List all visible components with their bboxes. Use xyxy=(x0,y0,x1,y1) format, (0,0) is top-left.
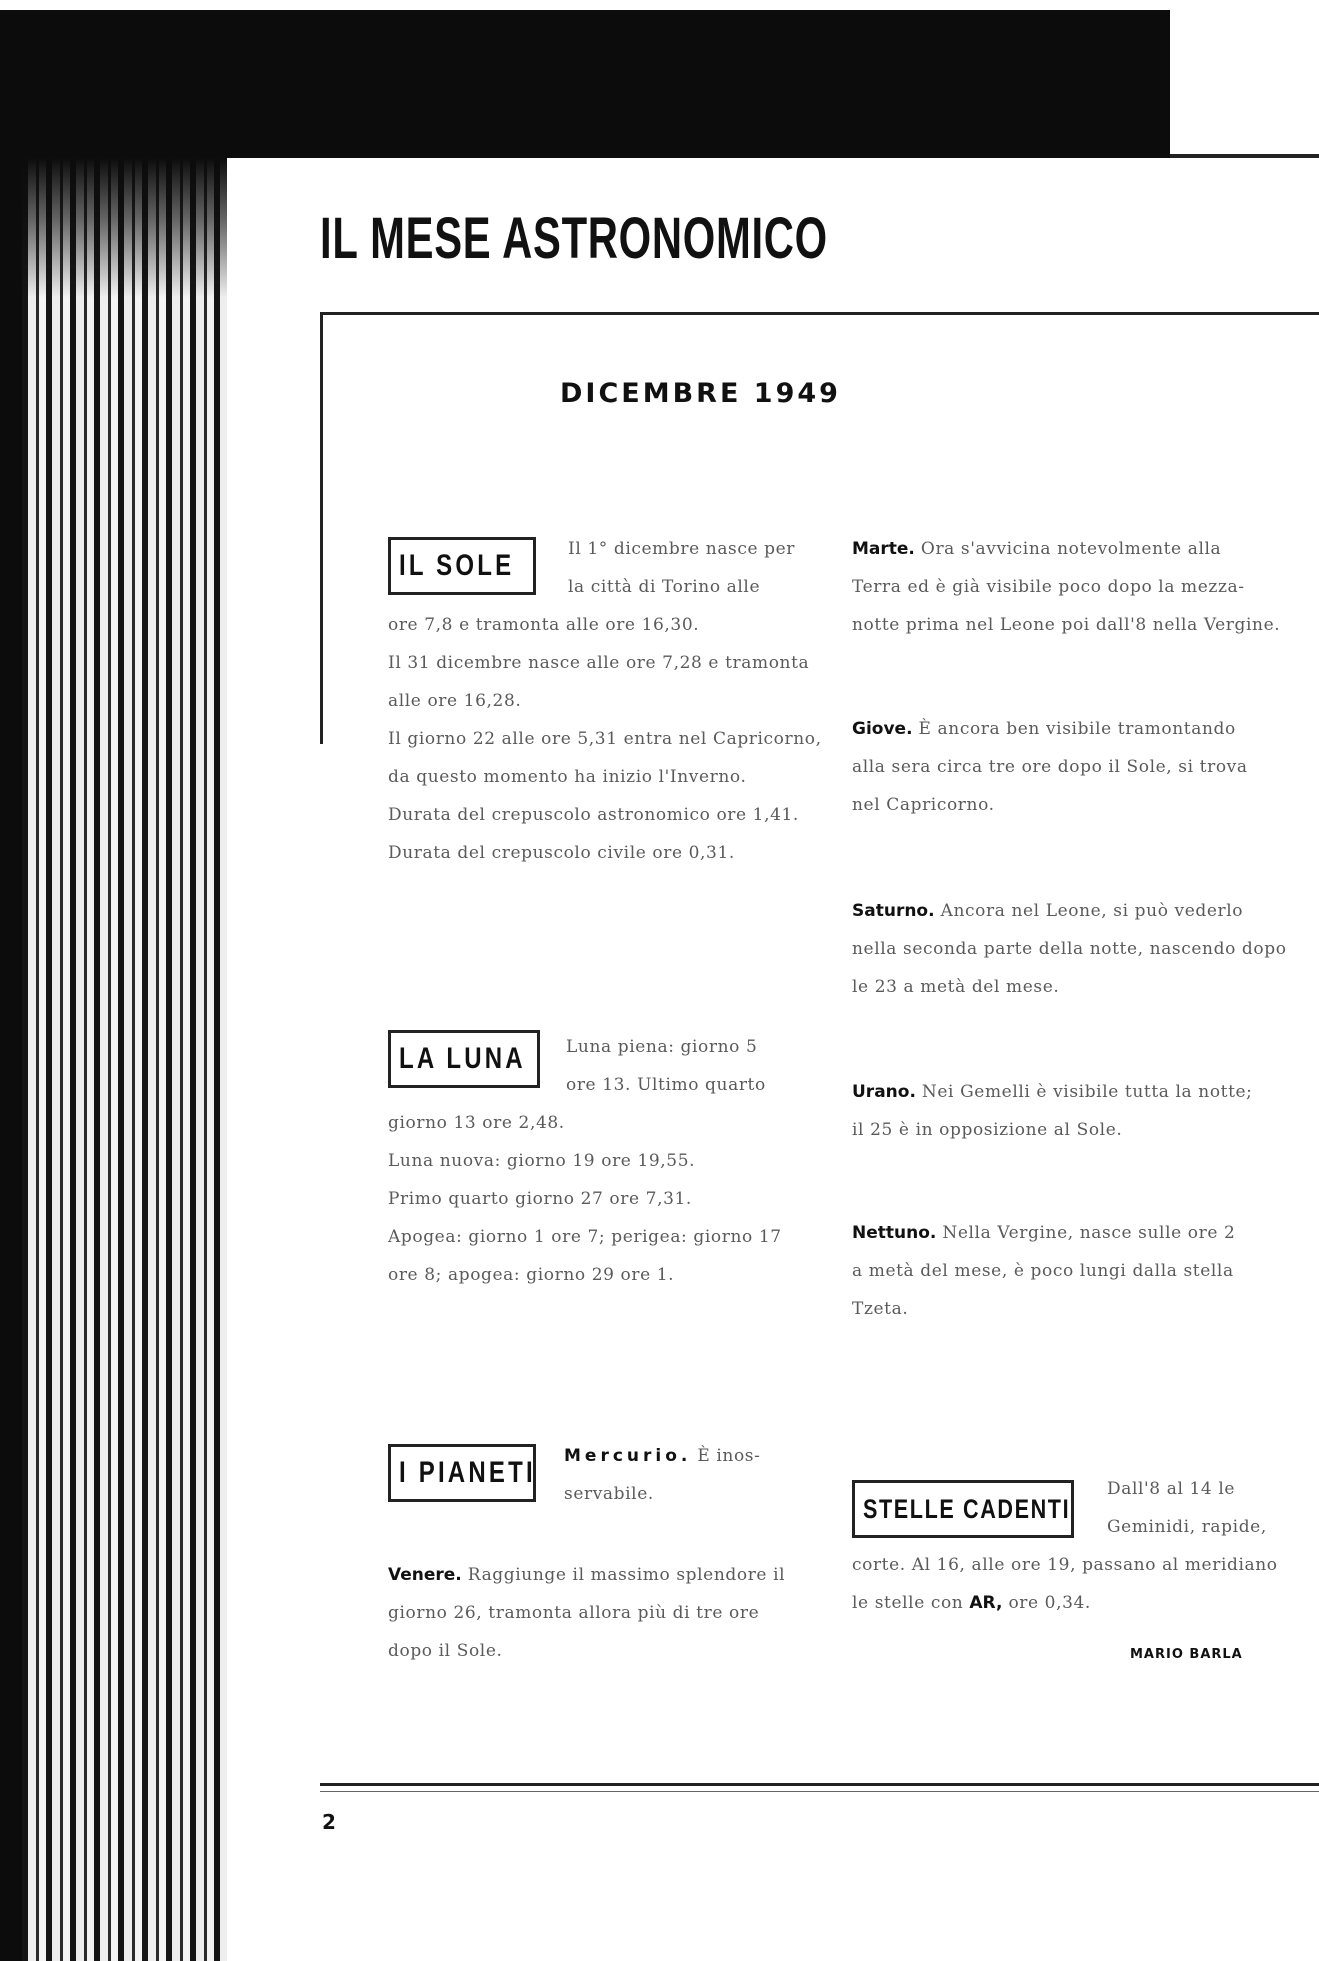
sole-line: Il 31 dicembre nasce alle ore 7,28 e tramonta xyxy=(388,653,810,673)
title-rule xyxy=(320,312,1319,315)
pianeti-label-box xyxy=(388,1444,536,1502)
luna-line: Apogea: giorno 1 ore 7; perigea: giorno 17 xyxy=(388,1227,782,1247)
stacked-page-edges-shadow xyxy=(22,158,227,298)
luna-label: LA LUNA xyxy=(399,1042,526,1075)
urano-name: Urano. xyxy=(852,1082,916,1102)
sole-line: da questo momento ha inizio l'Inverno. xyxy=(388,767,747,787)
stacked-page-edges xyxy=(22,158,227,1961)
marte-name: Marte. xyxy=(852,539,915,559)
sole-label: IL SOLE xyxy=(399,549,515,582)
left-rule xyxy=(320,314,323,744)
sole-line: Il 1° dicembre nasce per xyxy=(568,539,796,559)
scan-dark-top-edge xyxy=(0,10,1170,158)
stelle-line: Geminidi, rapide, xyxy=(1107,1517,1267,1537)
page-number: 2 xyxy=(322,1810,336,1834)
luna-label-box xyxy=(388,1030,540,1088)
saturno-line: Ancora nel Leone, si può vederlo xyxy=(940,901,1244,921)
venere-line: Raggiunge il massimo splendore il xyxy=(467,1565,786,1585)
urano-entry xyxy=(852,1073,1262,1149)
giove-line: È ancora ben visibile tramontando xyxy=(918,719,1236,739)
nettuno-line: Nella Vergine, nasce sulle ore 2 xyxy=(942,1223,1236,1243)
giove-name: Giove. xyxy=(852,719,913,739)
month-heading: DICEMBRE 1949 xyxy=(560,378,841,409)
venere-line: dopo il Sole. xyxy=(388,1641,503,1661)
giove-line: alla sera circa tre ore dopo il Sole, si trova xyxy=(852,757,1248,777)
sole-line: Durata del crepuscolo civile ore 0,31. xyxy=(388,843,735,863)
mercurio-entry xyxy=(564,1437,804,1513)
mercurio-line: È inos- xyxy=(697,1446,761,1466)
nettuno-line: a metà del mese, è poco lungi dalla stella xyxy=(852,1261,1234,1281)
venere-name: Venere. xyxy=(388,1565,462,1585)
bottom-rule xyxy=(320,1783,1319,1786)
marte-line: Ora s'avvicina notevolmente alla xyxy=(920,539,1222,559)
pianeti-label: I PIANETI xyxy=(399,1456,536,1489)
luna-line: Luna nuova: giorno 19 ore 19,55. xyxy=(388,1151,696,1171)
saturno-line: nella seconda parte della notte, nascendo dopo xyxy=(852,939,1287,959)
stelle-label: STELLE CADENTI xyxy=(863,1493,1071,1524)
sole-line: Durata del crepuscolo astronomico ore 1,41. xyxy=(388,805,799,825)
stelle-line: Dall'8 al 14 le xyxy=(1107,1479,1236,1499)
author-signature: MARIO BARLA xyxy=(1130,1647,1243,1662)
marte-line: Terra ed è già visibile poco dopo la mezza- xyxy=(852,577,1245,597)
giove-entry xyxy=(852,710,1262,824)
luna-line: Luna piena: giorno 5 xyxy=(566,1037,758,1057)
saturno-entry xyxy=(852,892,1287,1006)
luna-line: ore 13. Ultimo quarto xyxy=(566,1075,766,1095)
stelle-line: le stelle con xyxy=(852,1593,964,1613)
urano-line: il 25 è in opposizione al Sole. xyxy=(852,1120,1123,1140)
mercurio-name: Mercurio. xyxy=(564,1446,692,1466)
mercurio-line: servabile. xyxy=(564,1484,654,1504)
nettuno-entry xyxy=(852,1214,1262,1328)
luna-line: ore 8; apogea: giorno 29 ore 1. xyxy=(388,1265,675,1285)
scan-dark-left-edge xyxy=(0,10,22,1961)
nettuno-line: Tzeta. xyxy=(852,1299,909,1319)
marte-line: notte prima nel Leone poi dall'8 nella Vergine. xyxy=(852,615,1281,635)
marte-entry xyxy=(852,530,1281,644)
luna-line: giorno 13 ore 2,48. xyxy=(388,1113,565,1133)
sole-line: la città di Torino alle xyxy=(568,577,761,597)
stelle-label-box xyxy=(852,1480,1074,1538)
luna-line: Primo quarto giorno 27 ore 7,31. xyxy=(388,1189,692,1209)
giove-line: nel Capricorno. xyxy=(852,795,995,815)
saturno-line: le 23 a metà del mese. xyxy=(852,977,1060,997)
venere-entry xyxy=(388,1556,800,1670)
urano-line: Nei Gemelli è visibile tutta la notte; xyxy=(921,1082,1253,1102)
stelle-line: corte. Al 16, alle ore 19, passano al meridiano xyxy=(852,1555,1278,1575)
sole-line: ore 7,8 e tramonta alle ore 16,30. xyxy=(388,615,700,635)
stelle-ar: AR, xyxy=(969,1593,1003,1613)
bottom-rule-thin xyxy=(320,1791,1319,1792)
sole-line: Il giorno 22 alle ore 5,31 entra nel Capricorno, xyxy=(388,729,822,749)
sole-label-box xyxy=(388,537,536,595)
saturno-name: Saturno. xyxy=(852,901,935,921)
sole-line: alle ore 16,28. xyxy=(388,691,522,711)
nettuno-name: Nettuno. xyxy=(852,1223,937,1243)
venere-line: giorno 26, tramonta allora più di tre ore xyxy=(388,1603,760,1623)
page-title: IL MESE ASTRONOMICO xyxy=(320,206,828,271)
stelle-line: ore 0,34. xyxy=(1008,1593,1091,1613)
